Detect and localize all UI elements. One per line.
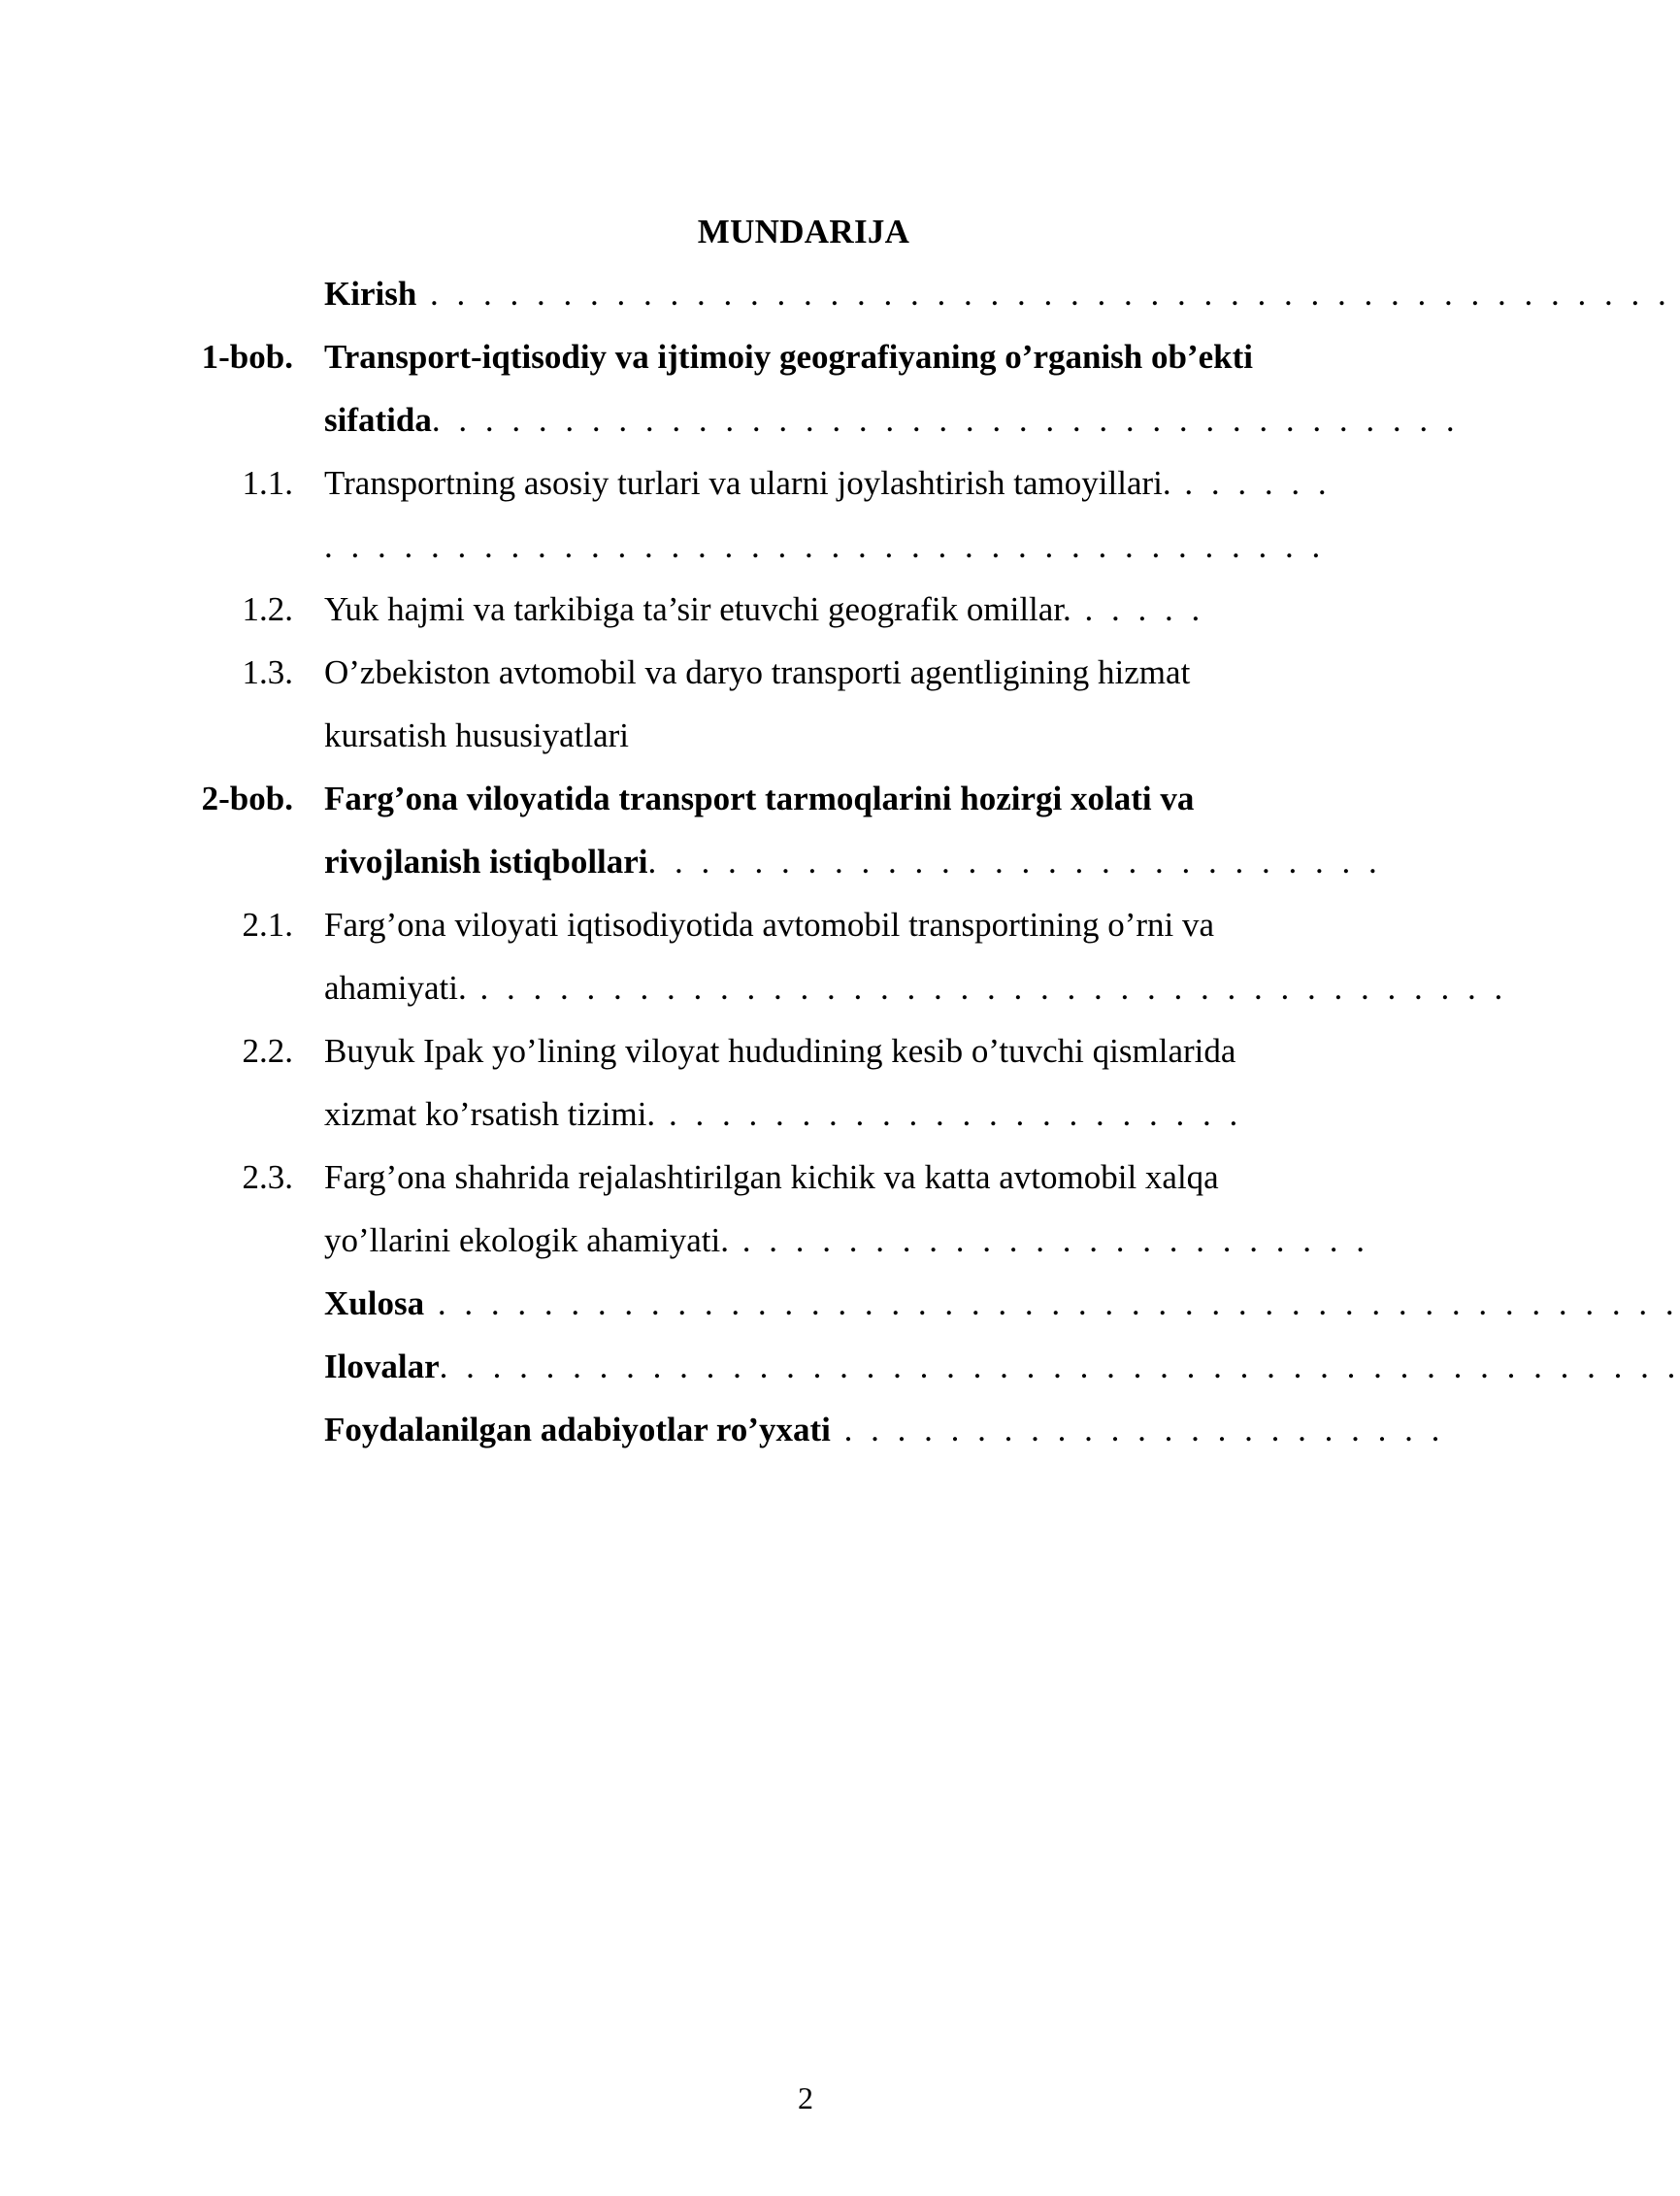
page-title: MUNDARIJA	[697, 213, 910, 250]
toc-entry-label: Kirish	[324, 275, 417, 313]
chapter-title-line: sifatida	[324, 401, 432, 439]
toc-leader-dots: . . . . . . . . . . . . . . . . . . . . . . . . . . . . . . . . . . . . . .	[324, 527, 1326, 565]
section-number: 1.1.	[242, 464, 293, 502]
toc-leader-dots: . . . . . .	[1170, 464, 1332, 502]
toc-leader-dots: . . . . . . . . . . . . . . . . . . . . . . . . . . . . . . . . . . . . . . . . . . . . . . .	[416, 275, 1671, 313]
toc-leader-dots: . . . . . . . . . . . . . . . . . . . . . . . . . . . .	[647, 843, 1382, 881]
toc-leader-dots: . . . . . . . . . . . . . . . . . . . . . . . . . . . . . . . . . . . . . . .	[466, 969, 1508, 1007]
section-title-line: Buyuk Ipak yo’lining viloyat hududining kesib o’tuvchi qismlarida	[324, 1032, 1236, 1070]
section-number: 2.3.	[242, 1158, 293, 1196]
chapter-title-line: Farg’ona viloyatida transport tarmoqlarini hozirgi xolati va	[324, 780, 1195, 817]
section-number: 1.2.	[242, 590, 293, 628]
toc-leader-dots: . . . . . . . . . . . . . . . . . . . . . . . . . . . . . . . . . . . . . . .	[431, 401, 1460, 439]
section-title-line: Transportning asosiy turlari va ularni joylashtirish tamoyillari.	[324, 464, 1171, 502]
page-number: 2	[798, 2080, 813, 2115]
section-title-line: xizmat ko’rsatish tizimi.	[324, 1095, 656, 1133]
section-number: 2.1.	[242, 906, 293, 944]
chapter-number: 1-bob.	[201, 338, 293, 376]
section-title-line: yo’llarini ekologik ahamiyati.	[324, 1221, 729, 1259]
toc-leader-dots: . . . . . . . . . . . . . . . . . . . . . .	[655, 1095, 1243, 1133]
section-title-line: Yuk hajmi va tarkibiga ta’sir etuvchi geografik omillar.	[324, 590, 1071, 628]
chapter-title-line: rivojlanish istiqbollari	[324, 843, 648, 881]
toc-entry-label: Ilovalar	[324, 1348, 440, 1385]
toc-leader-dots: . . . . .	[1071, 590, 1205, 628]
toc-leader-dots: . . . . . . . . . . . . . . . . . . . . . . . . . . . . . . . . . . . . . . . . . . . . . . .	[439, 1348, 1680, 1385]
toc-entry-label: Xulosa	[324, 1284, 425, 1322]
section-title-line: Farg’ona viloyati iqtisodiyotida avtomobil transportining o’rni va	[324, 906, 1215, 944]
toc-leader-dots: . . . . . . . . . . . . . . . . . . . . . . . .	[728, 1221, 1369, 1259]
section-number: 1.3.	[242, 653, 293, 691]
chapter-number: 2-bob.	[201, 780, 293, 817]
section-title-line: Farg’ona shahrida rejalashtirilgan kichik va katta avtomobil xalqa	[324, 1158, 1219, 1196]
section-title-line: ahamiyati.	[324, 969, 467, 1007]
chapter-title-line: Transport-iqtisodiy va ijtimoiy geografiyaning o’rganish ob’ekti	[324, 338, 1254, 376]
toc-entry-label: Foydalanilgan adabiyotlar ro’yxati	[324, 1411, 831, 1448]
section-title-line: O’zbekiston avtomobil va daryo transporti agentligining hizmat	[324, 653, 1191, 691]
section-title-line: kursatish hususiyatlari	[324, 716, 629, 754]
section-number: 2.2.	[242, 1032, 293, 1070]
toc-leader-dots: . . . . . . . . . . . . . . . . . . . . . . .	[830, 1411, 1445, 1448]
toc-leader-dots: . . . . . . . . . . . . . . . . . . . . . . . . . . . . . . . . . . . . . . . . . . . . . . .	[424, 1284, 1679, 1322]
